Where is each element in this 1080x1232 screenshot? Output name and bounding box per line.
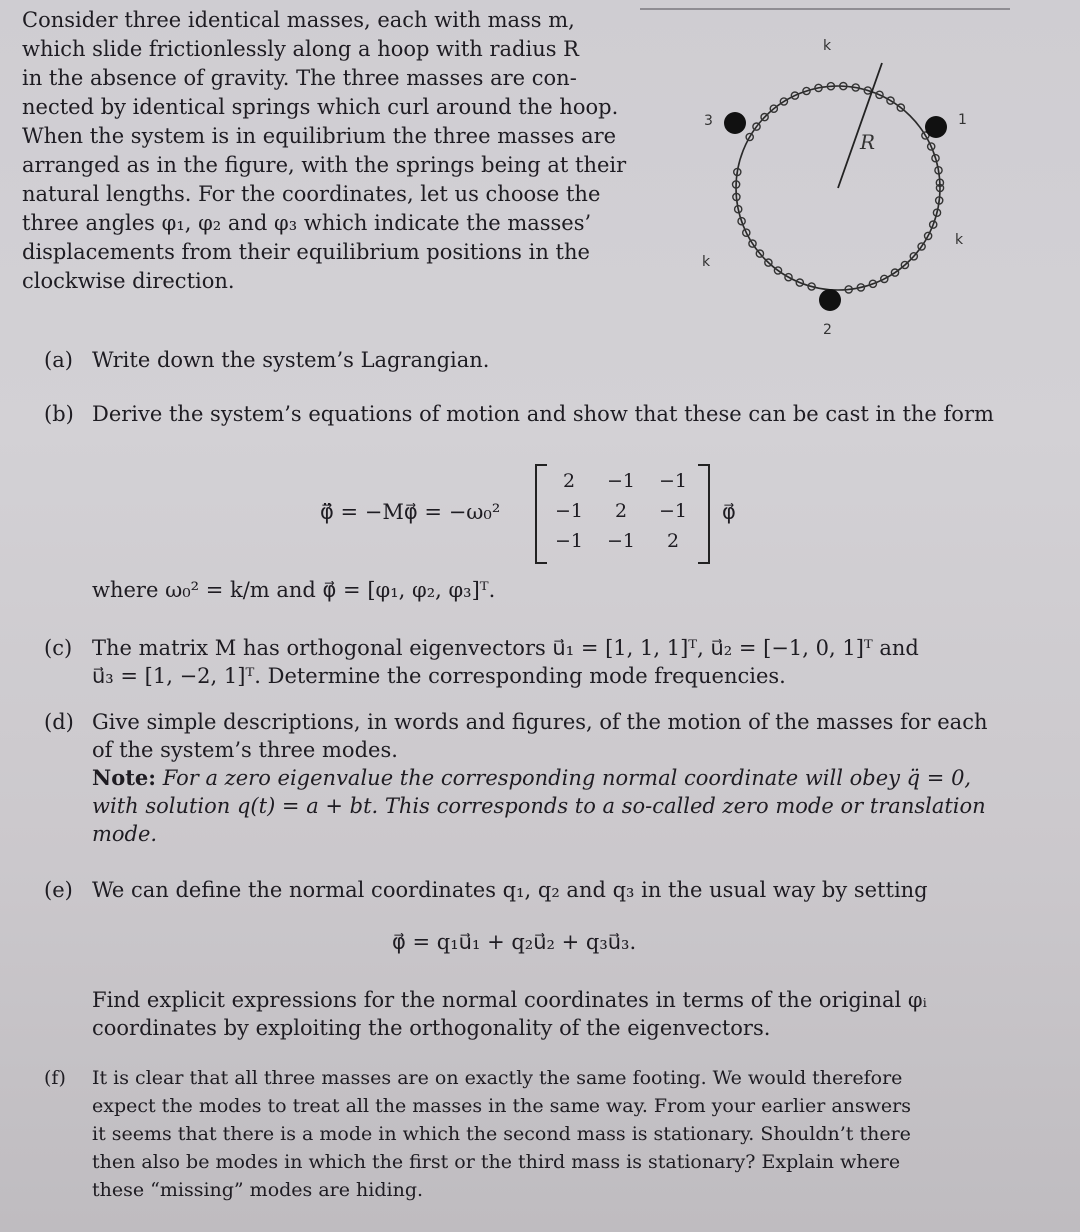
hoop-diagram bbox=[690, 30, 990, 350]
spring-label-right: k bbox=[955, 232, 964, 248]
part-b-where: where ω₀² = k/m and φ⃗ = [φ₁, φ₂, φ₃]ᵀ. bbox=[92, 578, 496, 602]
part-f-label: (f) bbox=[44, 1067, 66, 1089]
matrix-cell: −1 bbox=[554, 530, 583, 552]
stiffness-matrix bbox=[535, 464, 710, 564]
part-a-text: Write down the system’s Lagrangian. bbox=[92, 348, 490, 372]
matrix-cell: −1 bbox=[658, 500, 687, 522]
part-e-body bbox=[92, 986, 927, 1042]
matrix-cell: −1 bbox=[606, 470, 635, 492]
part-b-label: (b) bbox=[44, 402, 74, 426]
equation-of-motion-rhs: φ⃗ bbox=[722, 500, 736, 524]
spring-label-top: k bbox=[823, 38, 832, 54]
intro-line: clockwise direction. bbox=[22, 269, 235, 293]
equation-of-motion-lhs: φ⃗̈ = −Mφ⃗ = −ω₀² bbox=[320, 500, 501, 524]
matrix-cell: −1 bbox=[554, 500, 583, 522]
matrix-cell: 2 bbox=[666, 530, 680, 552]
note-label: Note: bbox=[92, 765, 157, 790]
mass-label-2: 2 bbox=[823, 322, 832, 338]
mass-1-dot bbox=[925, 116, 947, 138]
part-e-line: Find explicit expressions for the normal coordinates in terms of the original φᵢ bbox=[92, 988, 927, 1012]
spring-label-left: k bbox=[702, 254, 711, 270]
part-a bbox=[44, 346, 1044, 376]
mass-label-3: 3 bbox=[704, 113, 713, 129]
matrix-bracket-right bbox=[698, 464, 710, 564]
part-f-line: then also be modes in which the first or the third mass is stationary? Explain where bbox=[92, 1151, 901, 1173]
matrix-bracket-left bbox=[535, 464, 547, 564]
matrix-cell: −1 bbox=[658, 470, 687, 492]
radius-label: R bbox=[860, 130, 876, 154]
part-d-line: Give simple descriptions, in words and figures, of the motion of the masses for each bbox=[92, 710, 988, 734]
part-f-line: these “missing” modes are hiding. bbox=[92, 1179, 424, 1201]
part-c-line: The matrix M has orthogonal eigenvectors u⃗₁ = [1, 1, 1]ᵀ, u⃗₂ = [−1, 0, 1]ᵀ and bbox=[92, 636, 919, 660]
top-rule bbox=[640, 8, 1010, 10]
part-d-body bbox=[92, 708, 987, 848]
part-f bbox=[44, 1064, 1074, 1214]
intro-line: which slide frictionlessly along a hoop with radius R bbox=[22, 37, 579, 61]
part-e-line: coordinates by exploiting the orthogonality of the eigenvectors. bbox=[92, 1016, 771, 1040]
matrix-cell: 2 bbox=[614, 500, 628, 522]
part-b-text: Derive the system’s equations of motion and show that these can be cast in the form bbox=[92, 402, 994, 426]
part-f-line: expect the modes to treat all the masses in the same way. From your earlier answers bbox=[92, 1095, 912, 1117]
part-d bbox=[44, 708, 1074, 858]
part-f-body bbox=[92, 1064, 911, 1204]
matrix-cell: −1 bbox=[606, 530, 635, 552]
part-c-body bbox=[92, 634, 919, 690]
intro-line: nected by identical springs which curl around the hoop. bbox=[22, 95, 619, 119]
part-d-note-line: mode. bbox=[92, 822, 158, 846]
part-a-label: (a) bbox=[44, 348, 73, 372]
part-e bbox=[44, 876, 1074, 906]
intro-line: When the system is in equilibrium the three masses are bbox=[22, 124, 617, 148]
intro-line: displacements from their equilibrium positions in the bbox=[22, 240, 590, 264]
part-e-label: (e) bbox=[44, 878, 73, 902]
part-f-line: it seems that there is a mode in which the second mass is stationary. Shouldn’t there bbox=[92, 1123, 911, 1145]
part-e-continued bbox=[44, 986, 1074, 1046]
hoop-figure bbox=[690, 30, 990, 350]
mass-label-1: 1 bbox=[958, 112, 967, 128]
intro-line: Consider three identical masses, each with mass m, bbox=[22, 8, 575, 32]
part-d-line: of the system’s three modes. bbox=[92, 738, 398, 762]
mass-3-dot bbox=[724, 112, 746, 134]
intro-line: arranged as in the figure, with the springs being at their bbox=[22, 153, 627, 177]
part-c-line: u⃗₃ = [1, −2, 1]ᵀ. Determine the corresponding mode frequencies. bbox=[92, 664, 786, 688]
radius-line bbox=[838, 63, 882, 188]
part-e-text: We can define the normal coordinates q₁, q₂ and q₃ in the usual way by setting bbox=[92, 878, 928, 902]
mass-2-dot bbox=[819, 289, 841, 311]
intro-line: natural lengths. For the coordinates, let us choose the bbox=[22, 182, 601, 206]
part-b bbox=[44, 400, 1074, 430]
intro-line: in the absence of gravity. The three masses are con- bbox=[22, 66, 577, 90]
intro-line: three angles φ₁, φ₂ and φ₃ which indicate the masses’ bbox=[22, 211, 592, 235]
matrix-cell: 2 bbox=[562, 470, 576, 492]
part-d-note-line: with solution q(t) = a + bt. This corresponds to a so-called zero mode or translation bbox=[92, 794, 986, 818]
part-d-note-line bbox=[92, 764, 987, 792]
part-c-label: (c) bbox=[44, 636, 73, 660]
part-d-label: (d) bbox=[44, 710, 74, 734]
part-f-line: It is clear that all three masses are on exactly the same footing. We would therefore bbox=[92, 1067, 903, 1089]
part-c bbox=[44, 634, 1074, 694]
intro-paragraph bbox=[22, 6, 642, 296]
note-text: For a zero eigenvalue the corresponding normal coordinate will obey q̈ = 0, bbox=[162, 766, 972, 790]
normal-coordinates-equation: φ⃗ = q₁u⃗₁ + q₂u⃗₂ + q₃u⃗₃. bbox=[392, 930, 637, 954]
